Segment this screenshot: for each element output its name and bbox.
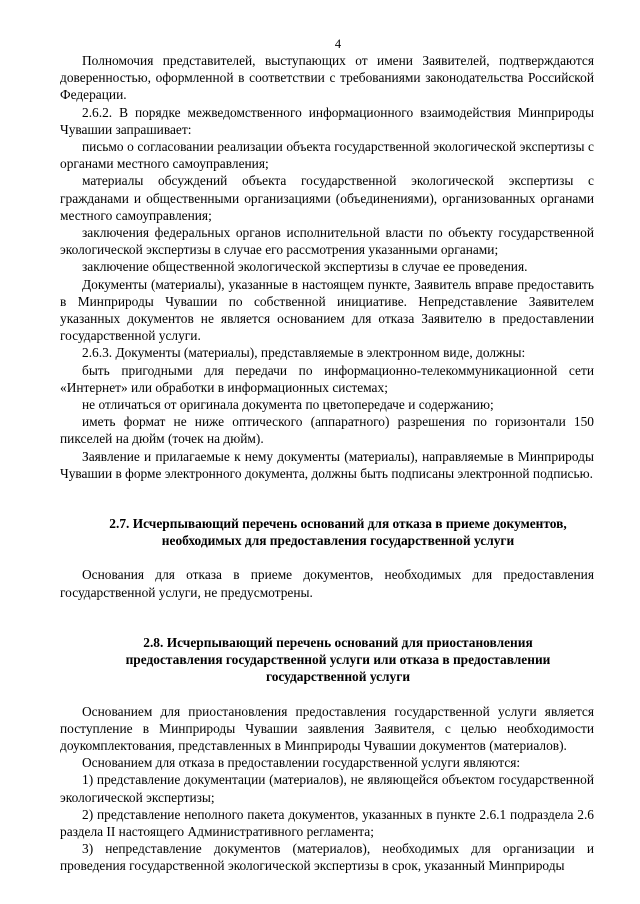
paragraph: 2) представление неполного пакета документов, указанных в пункте 2.6.1 подраздела 2.6 раздела II настоящего Административного регламента; [60,806,594,839]
paragraph: 2.6.2. В порядке межведомственного информационного взаимодействия Минприроды Чувашии запрашивает: [60,104,594,137]
page-number: 4 [334,37,342,51]
paragraph: Основанием для отказа в предоставлении государственной услуги являются: [82,755,521,771]
paragraph: быть пригодными для передачи по информационно-телекоммуникационной сети «Интернет» или обработки в информационных системах; [60,362,594,395]
section-heading-2-7 [82,515,594,549]
paragraph: письмо о согласовании реализации объекта государственной экологической экспертизы с органами местного самоуправления; [60,139,594,172]
paragraph: заключения федеральных органов исполнительной власти по объекту государственной экологической экспертизы в случае его рассмотрения указанными органами; [60,225,594,258]
heading-line: 2.8. Исчерпывающий перечень оснований для приостановления [143,634,533,650]
paragraph: материалы обсуждений объекта государственной экологической экспертизы с гражданами и общественными организациями (объединениями), организованных органами местного самоуправления; [60,173,594,223]
paragraph: не отличаться от оригинала документа по цветопередаче и содержанию; [82,397,494,413]
paragraph: Полномочия представителей, выступающих от имени Заявителей, подтверждаются доверенностью, оформленной в соответствии с требованиями законодательства Российской Федерации. [60,53,594,103]
paragraph: Основания для отказа в приеме документов, необходимых для предоставления государственной услуги, не предусмотрены. [60,567,594,600]
document-page [60,36,594,875]
paragraph: иметь формат не ниже оптического (аппаратного) разрешения по горизонтали 150 пикселей на дюйм (точек на дюйм). [60,414,594,447]
section-2-6-text [60,52,594,482]
paragraph: 2.6.3. Документы (материалы), представляемые в электронном виде, должны: [82,345,526,361]
section-heading-2-8 [82,634,594,686]
heading-line: предоставления государственной услуги или отказа в предоставлении [125,652,551,668]
paragraph: 1) представление документации (материалов), не являющейся объектом государственной экологической экспертизы; [60,772,594,805]
paragraph: Заявление и прилагаемые к нему документы (материалы), направляемые в Минприроды Чувашии в форме электронного документа, должны быть подписаны электронной подписью. [60,448,594,481]
paragraph: заключение общественной экологической экспертизы в случае ее проведения. [82,259,528,275]
section-2-8-text [60,703,594,875]
heading-line: необходимых для предоставления государственной услуги [161,533,515,549]
paragraph: Документы (материалы), указанные в настоящем пункте, Заявитель вправе предоставить в Минприроды Чувашии по собственной инициативе. Непредставление Заявителем указанных документов не является основанием для отказа Заявителю в предоставлении государственной услуги. [60,276,594,344]
paragraph: Основанием для приостановления предоставления государственной услуги является поступление в Минприроды Чувашии заявления Заявителя, с целью необходимости доукомплектования, представленных в Минприроды Чувашии документов (материалов). [60,703,594,753]
heading-line: государственной услуги [265,669,411,685]
paragraph: 3) непредставление документов (материалов), необходимых для организации и проведения государственной экологической экспертизы в срок, указанный Минприроды [60,841,594,874]
heading-line: 2.7. Исчерпывающий перечень оснований для отказа в приеме документов, [109,516,567,532]
